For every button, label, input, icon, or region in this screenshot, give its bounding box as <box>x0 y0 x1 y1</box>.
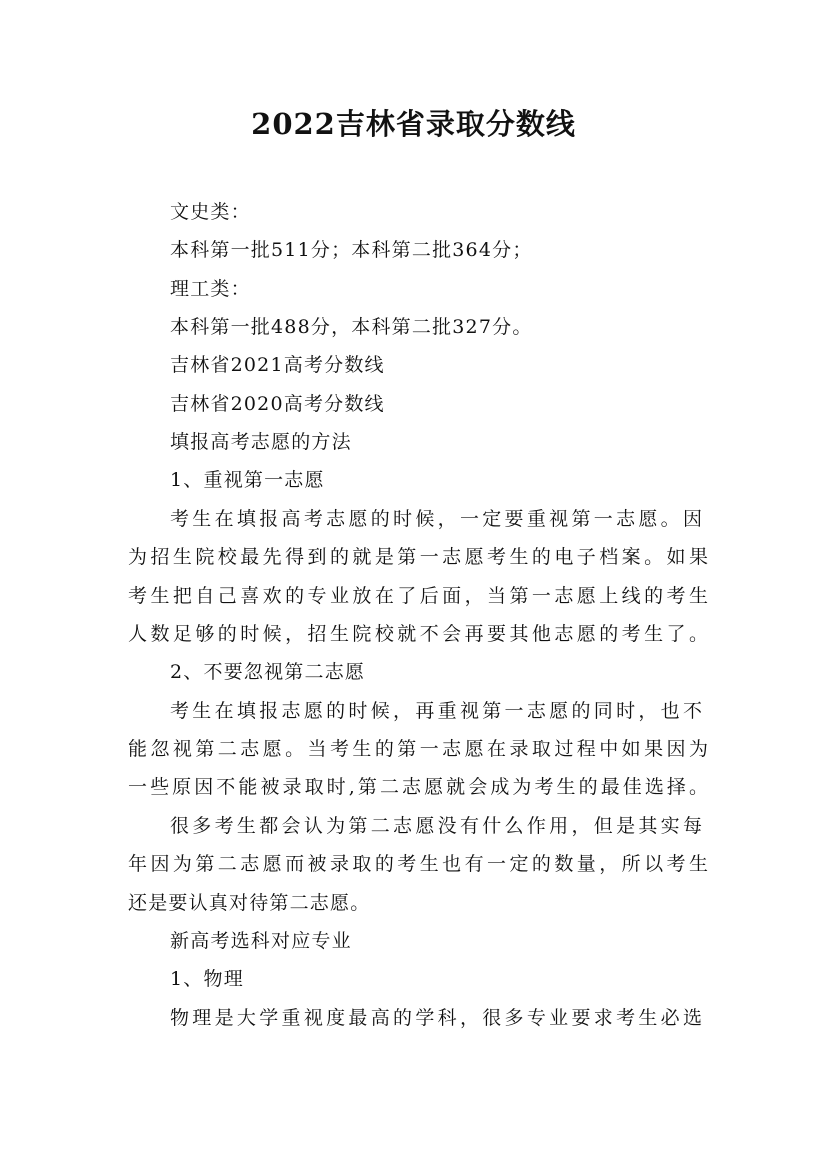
paragraph-line: 很多考生都会认为第二志愿没有什么作用，但是其实每 <box>170 815 702 837</box>
paragraph-line: 物理是大学重视度最高的学科，很多专业要求考生必选 <box>170 1007 702 1029</box>
text-line: 1、物理 <box>170 968 244 990</box>
document-title: 2022吉林省录取分数线 <box>251 107 576 141</box>
text-line: 1、重视第一志愿 <box>170 469 325 491</box>
paragraph-line: 年因为第二志愿而被录取的考生也有一定的数量，所以考生 <box>128 853 708 875</box>
text-line: 吉林省2020高考分数线 <box>170 393 385 415</box>
paragraph-line: 为招生院校最先得到的就是第一志愿考生的电子档案。如果 <box>128 546 708 568</box>
text-line: 理工类： <box>170 278 251 300</box>
text-line: 2、不要忽视第二志愿 <box>170 661 366 683</box>
text-line: 新高考选科对应专业 <box>170 930 352 952</box>
text-line: 本科第一批511分；本科第二批364分； <box>170 239 533 261</box>
text-line: 文史类： <box>170 201 251 223</box>
paragraph-line: 人数足够的时候，招生院校就不会再要其他志愿的考生了。 <box>128 623 708 645</box>
text-line: 吉林省2021高考分数线 <box>170 354 385 376</box>
paragraph-line: 考生在填报志愿的时候，再重视第一志愿的同时，也不 <box>170 700 702 722</box>
paragraph-line: 还是要认真对待第二志愿。 <box>128 892 371 914</box>
text-line: 本科第一批488分，本科第二批327分。 <box>170 316 533 338</box>
paragraph-line: 考生在填报高考志愿的时候，一定要重视第一志愿。因 <box>170 508 702 530</box>
paragraph-line: 一些原因不能被录取时,第二志愿就会成为考生的最佳选择。 <box>128 776 708 798</box>
paragraph-line: 能忽视第二志愿。当考生的第一志愿在录取过程中如果因为 <box>128 738 708 760</box>
text-line: 填报高考志愿的方法 <box>170 431 352 453</box>
paragraph-line: 考生把自己喜欢的专业放在了后面，当第一志愿上线的考生 <box>128 585 708 607</box>
